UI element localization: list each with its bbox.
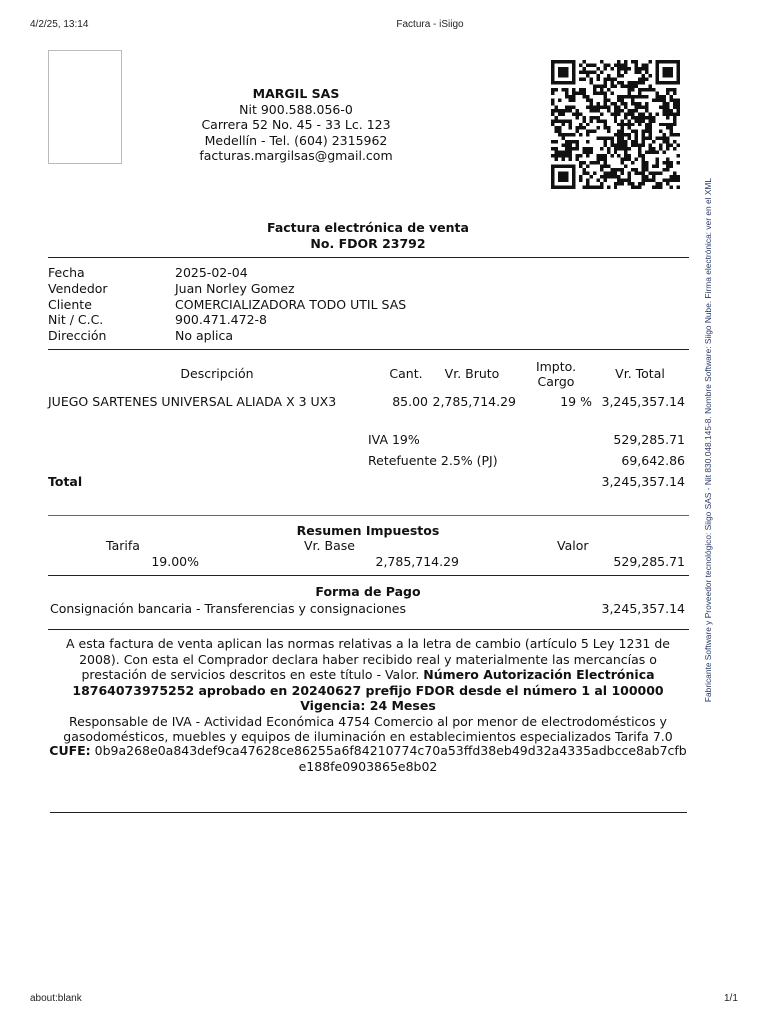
info-label: Dirección bbox=[48, 328, 107, 344]
payment-title: Forma de Pago bbox=[315, 584, 421, 599]
col-header-tax-line2: Cargo bbox=[537, 374, 575, 389]
tax-summary-title: Resumen Impuestos bbox=[296, 523, 440, 538]
item-total: 3,245,357.14 bbox=[601, 394, 685, 409]
info-row bbox=[48, 312, 406, 328]
legal-text-1: A esta factura de venta aplican las normas relativas a la letra de cambio (artículo 5 Ley 1231 de 2008). Con esta el Comprador declara haber recibido real y materialmente las mercancías o prestación de servicios descritos en este título - Valor. bbox=[66, 636, 670, 682]
print-datetime: 4/2/25, 13:14 bbox=[30, 19, 89, 30]
iva-label: IVA 19% bbox=[368, 432, 420, 447]
item-tax: 19 % bbox=[560, 394, 592, 409]
total-value: 3,245,357.14 bbox=[601, 474, 685, 489]
invoice-title: Factura electrónica de venta bbox=[267, 220, 469, 235]
company-nit: Nit 900.588.056-0 bbox=[239, 101, 353, 117]
col-header-tax-line1: Impto. bbox=[535, 359, 577, 374]
col-header-gross: Vr. Bruto bbox=[444, 366, 500, 381]
company-city-phone: Medellín - Tel. (604) 2315962 bbox=[204, 132, 388, 148]
invoice-number: No. FDOR 23792 bbox=[310, 235, 426, 251]
col-header-total: Vr. Total bbox=[615, 366, 665, 381]
info-value: Juan Norley Gomez bbox=[175, 280, 295, 296]
divider bbox=[48, 629, 689, 630]
tax-value: 529,285.71 bbox=[613, 554, 685, 569]
qr-code bbox=[551, 59, 680, 190]
info-row bbox=[48, 265, 406, 281]
authorization-text: Número Autorización Electrónica 18764073975252 aprobado en 20240627 prefijo FDOR desde el número 1 al 100000 Vigencia: 24 Meses bbox=[72, 667, 664, 713]
info-label: Fecha bbox=[48, 265, 85, 280]
print-page-title: Factura - iSiigo bbox=[396, 19, 464, 30]
divider bbox=[48, 349, 689, 350]
tax-col-rate: Tarifa bbox=[106, 538, 140, 553]
cufe-block bbox=[48, 743, 688, 774]
info-label: Cliente bbox=[48, 296, 92, 312]
tax-base: 2,785,714.29 bbox=[375, 554, 459, 569]
item-description: JUEGO SARTENES UNIVERSAL ALIADA X 3 UX3 bbox=[48, 394, 337, 409]
payment-method: Consignación bancaria - Transferencias y consignaciones bbox=[50, 601, 406, 616]
info-label: Nit / C.C. bbox=[48, 312, 104, 328]
company-address: Carrera 52 No. 45 - 33 Lc. 123 bbox=[201, 117, 391, 132]
company-name: MARGIL SAS bbox=[252, 86, 340, 101]
col-header-description: Descripción bbox=[180, 366, 254, 381]
cufe-value: 0b9a268e0a843def9ca47628ce86255a6f84210774c70a53ffd38eb49d32a4335adbcce8ab7cfbe188fe0903865e8b02 bbox=[94, 743, 687, 774]
tax-rate: 19.00% bbox=[151, 554, 199, 569]
tax-col-value: Valor bbox=[557, 538, 589, 553]
company-logo-placeholder bbox=[48, 50, 122, 164]
legal-text-2: Responsable de IVA - Actividad Económica 4754 Comercio al por menor de electrodomésticos y gasodomésticos, muebles y equipos de iluminación en establecimientos especializados Tarifa 7.0 bbox=[63, 713, 673, 744]
company-header bbox=[180, 86, 412, 164]
software-provider-text: Fabricante Software y Proveedor tecnológico: Siigo SAS - Nit 830.048.145-8. Nombre Software: Siigo Nube. Firma electrónica: ver en el XML bbox=[703, 177, 713, 703]
retefuente-value: 69,642.86 bbox=[621, 453, 685, 468]
print-page-count: 1/1 bbox=[724, 993, 738, 1004]
legal-notice bbox=[48, 636, 688, 745]
print-url: about:blank bbox=[30, 993, 82, 1004]
info-value: 2025-02-04 bbox=[175, 265, 248, 280]
item-qty: 85.00 bbox=[392, 394, 428, 409]
cufe-label: CUFE: bbox=[49, 743, 91, 758]
info-row bbox=[48, 328, 406, 344]
info-value: COMERCIALIZADORA TODO UTIL SAS bbox=[175, 296, 407, 312]
info-value: No aplica bbox=[175, 328, 234, 344]
payment-amount: 3,245,357.14 bbox=[601, 601, 685, 616]
item-gross: 2,785,714.29 bbox=[432, 394, 516, 409]
info-row bbox=[48, 297, 406, 313]
total-label: Total bbox=[48, 474, 83, 489]
divider bbox=[48, 575, 689, 576]
company-email: facturas.margilsas@gmail.com bbox=[199, 148, 393, 163]
info-label: Vendedor bbox=[48, 280, 108, 296]
retefuente-label: Retefuente 2.5% (PJ) bbox=[368, 453, 498, 468]
software-provider-note bbox=[700, 152, 716, 728]
invoice-info bbox=[48, 265, 406, 344]
invoice-title-block bbox=[48, 220, 688, 251]
divider bbox=[48, 257, 689, 258]
col-header-qty: Cant. bbox=[389, 366, 423, 381]
info-value: 900.471.472-8 bbox=[175, 312, 267, 328]
info-row bbox=[48, 281, 406, 297]
iva-value: 529,285.71 bbox=[613, 432, 685, 447]
tax-col-base: Vr. Base bbox=[304, 538, 355, 553]
divider bbox=[50, 812, 687, 813]
divider bbox=[48, 515, 689, 516]
